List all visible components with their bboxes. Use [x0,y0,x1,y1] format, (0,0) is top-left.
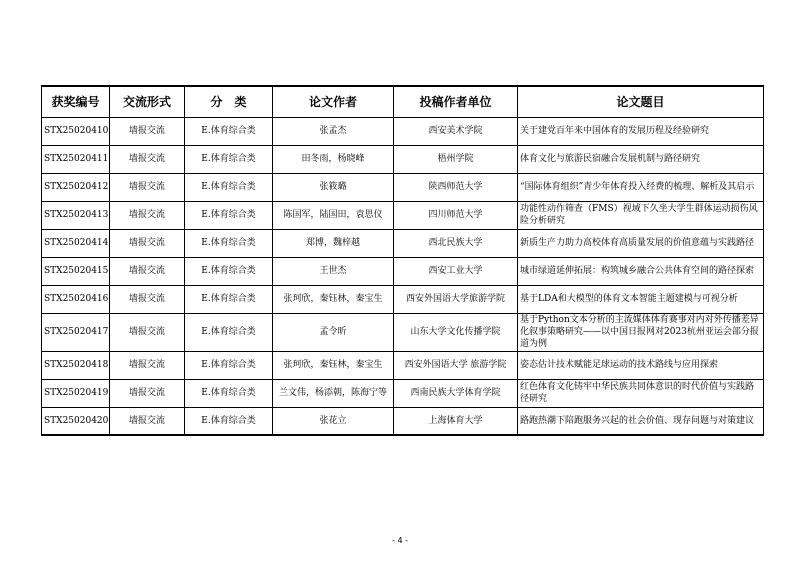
category-cell: E.体育综合类 [185,257,273,285]
header-affiliation: 投稿作者单位 [394,86,518,117]
exchange-form-cell: 墙报交流 [110,351,185,379]
awards-table [41,85,764,436]
affiliation-cell: 梧州学院 [394,145,518,173]
affiliation-cell: 西安工业大学 [394,257,518,285]
exchange-form-cell: 墙报交流 [110,201,185,229]
table-header-row [42,86,764,117]
exchange-form-cell: 墙报交流 [110,229,185,257]
exchange-form-cell: 墙报交流 [110,117,185,145]
affiliation-cell: 上海体育大学 [394,407,518,435]
affiliation-cell: 西南民族大学体育学院 [394,379,518,407]
header-award-id: 获奖编号 [42,86,110,117]
category-cell: E.体育综合类 [185,145,273,173]
category-cell: E.体育综合类 [185,379,273,407]
paper-title-cell: 功能性动作筛查（FMS）视域下久坐大学生群体运动损伤风险分析研究 [518,201,764,229]
affiliation-cell: 西安美术学院 [394,117,518,145]
exchange-form-cell: 墙报交流 [110,407,185,435]
award-id-cell: STX25020411 [42,145,110,173]
table-row [42,117,764,145]
paper-title-cell: “国际体育组织”青少年体育投入经费的梳理、解析及其启示 [518,173,764,201]
authors-cell: 张孟杰 [273,117,394,145]
category-cell: E.体育综合类 [185,229,273,257]
exchange-form-cell: 墙报交流 [110,257,185,285]
paper-title-cell: 关于建党百年来中国体育的发展历程及经验研究 [518,117,764,145]
paper-title-cell: 基于LDA和大模型的体育文本智能主题建模与可视分析 [518,285,764,313]
award-id-cell: STX25020415 [42,257,110,285]
award-id-cell: STX25020410 [42,117,110,145]
award-id-cell: STX25020414 [42,229,110,257]
affiliation-cell: 西北民族大学 [394,229,518,257]
header-authors: 论文作者 [273,86,394,117]
affiliation-cell: 陕西师范大学 [394,173,518,201]
authors-cell: 张珂欣，秦钰林，秦宝生 [273,351,394,379]
authors-cell: 田冬雨，杨晓峰 [273,145,394,173]
authors-cell: 陈国军，陆国田，袁思仪 [273,201,394,229]
award-id-cell: STX25020413 [42,201,110,229]
header-paper-title: 论文题目 [518,86,764,117]
paper-title-cell: 新质生产力助力高校体育高质量发展的价值意蕴与实践路径 [518,229,764,257]
category-cell: E.体育综合类 [185,201,273,229]
affiliation-cell: 西安外国语大学旅游学院 [394,285,518,313]
paper-title-cell: 城市绿道延伸拓展：构筑城乡融合公共体育空间的路径探索 [518,257,764,285]
table-row [42,145,764,173]
page-number: - 4 - [392,536,408,545]
category-cell: E.体育综合类 [185,285,273,313]
table-row [42,351,764,379]
exchange-form-cell: 墙报交流 [110,145,185,173]
authors-cell: 郑博，魏梓越 [273,229,394,257]
table-row [42,379,764,407]
paper-title-cell: 红色体育文化铸牢中华民族共同体意识的时代价值与实践路径研究 [518,379,764,407]
category-cell: E.体育综合类 [185,351,273,379]
table-row [42,229,764,257]
authors-cell: 张筱璐 [273,173,394,201]
table-row [42,285,764,313]
affiliation-cell: 西安外国语大学 旅游学院 [394,351,518,379]
paper-title-cell: 姿态估计技术赋能足球运动的技术路线与应用探索 [518,351,764,379]
award-id-cell: STX25020412 [42,173,110,201]
award-id-cell: STX25020416 [42,285,110,313]
award-id-cell: STX25020418 [42,351,110,379]
table-row [42,257,764,285]
award-id-cell: STX25020417 [42,313,110,351]
paper-title-cell: 路跑热潮下陪跑服务兴起的社会价值、现存问题与对策建议 [518,407,764,435]
header-exchange-form: 交流形式 [110,86,185,117]
exchange-form-cell: 墙报交流 [110,379,185,407]
affiliation-cell: 四川师范大学 [394,201,518,229]
award-id-cell: STX25020420 [42,407,110,435]
category-cell: E.体育综合类 [185,313,273,351]
authors-cell: 张珂欣，秦钰林，秦宝生 [273,285,394,313]
authors-cell: 王世杰 [273,257,394,285]
table-body [42,117,764,435]
table-row [42,201,764,229]
table-row [42,313,764,351]
exchange-form-cell: 墙报交流 [110,285,185,313]
table-row [42,407,764,435]
authors-cell: 孟令昕 [273,313,394,351]
authors-cell: 兰文伟，杨添朝，陈海宁等 [273,379,394,407]
affiliation-cell: 山东大学文化传播学院 [394,313,518,351]
category-cell: E.体育综合类 [185,173,273,201]
award-id-cell: STX25020419 [42,379,110,407]
category-cell: E.体育综合类 [185,117,273,145]
table-row [42,173,764,201]
header-category: 分 类 [185,86,273,117]
authors-cell: 张花立 [273,407,394,435]
exchange-form-cell: 墙报交流 [110,313,185,351]
paper-title-cell: 基于Python文本分析的主流媒体体育赛事对内对外传播差异化叙事策略研究——以中国日报网对2023杭州亚运会部分报道为例 [518,313,764,351]
exchange-form-cell: 墙报交流 [110,173,185,201]
category-cell: E.体育综合类 [185,407,273,435]
paper-title-cell: 体育文化与旅游民宿融合发展机制与路径研究 [518,145,764,173]
